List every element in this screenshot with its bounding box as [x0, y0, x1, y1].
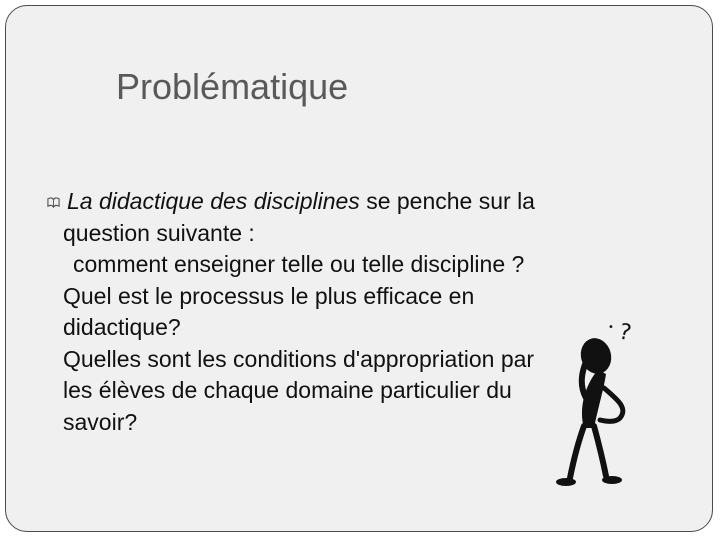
slide-body	[48, 186, 628, 438]
body-line-8: savoir?	[63, 408, 138, 435]
emphasis-text: La didactique des disciplines	[67, 188, 360, 214]
body-line-4: Quel est le processus le plus efficace en	[63, 282, 475, 309]
body-line-6: Quelles sont les conditions d'appropriation par	[63, 345, 535, 372]
body-text: se penche sur la	[359, 188, 535, 214]
svg-text:•: •	[608, 322, 614, 333]
body-line-3: comment enseigner telle ou telle discipline ?	[73, 251, 525, 277]
thinking-figure-icon	[548, 308, 648, 498]
body-line-2: question suivante :	[63, 219, 255, 246]
svg-text:?: ?	[616, 319, 634, 347]
body-line-5: didactique?	[63, 314, 181, 340]
body-line-7: les élèves de chaque domaine particulier du	[63, 377, 512, 403]
slide-title: Problématique	[116, 66, 349, 107]
body-line-1	[48, 186, 628, 218]
open-book-bullet-icon	[47, 196, 60, 209]
